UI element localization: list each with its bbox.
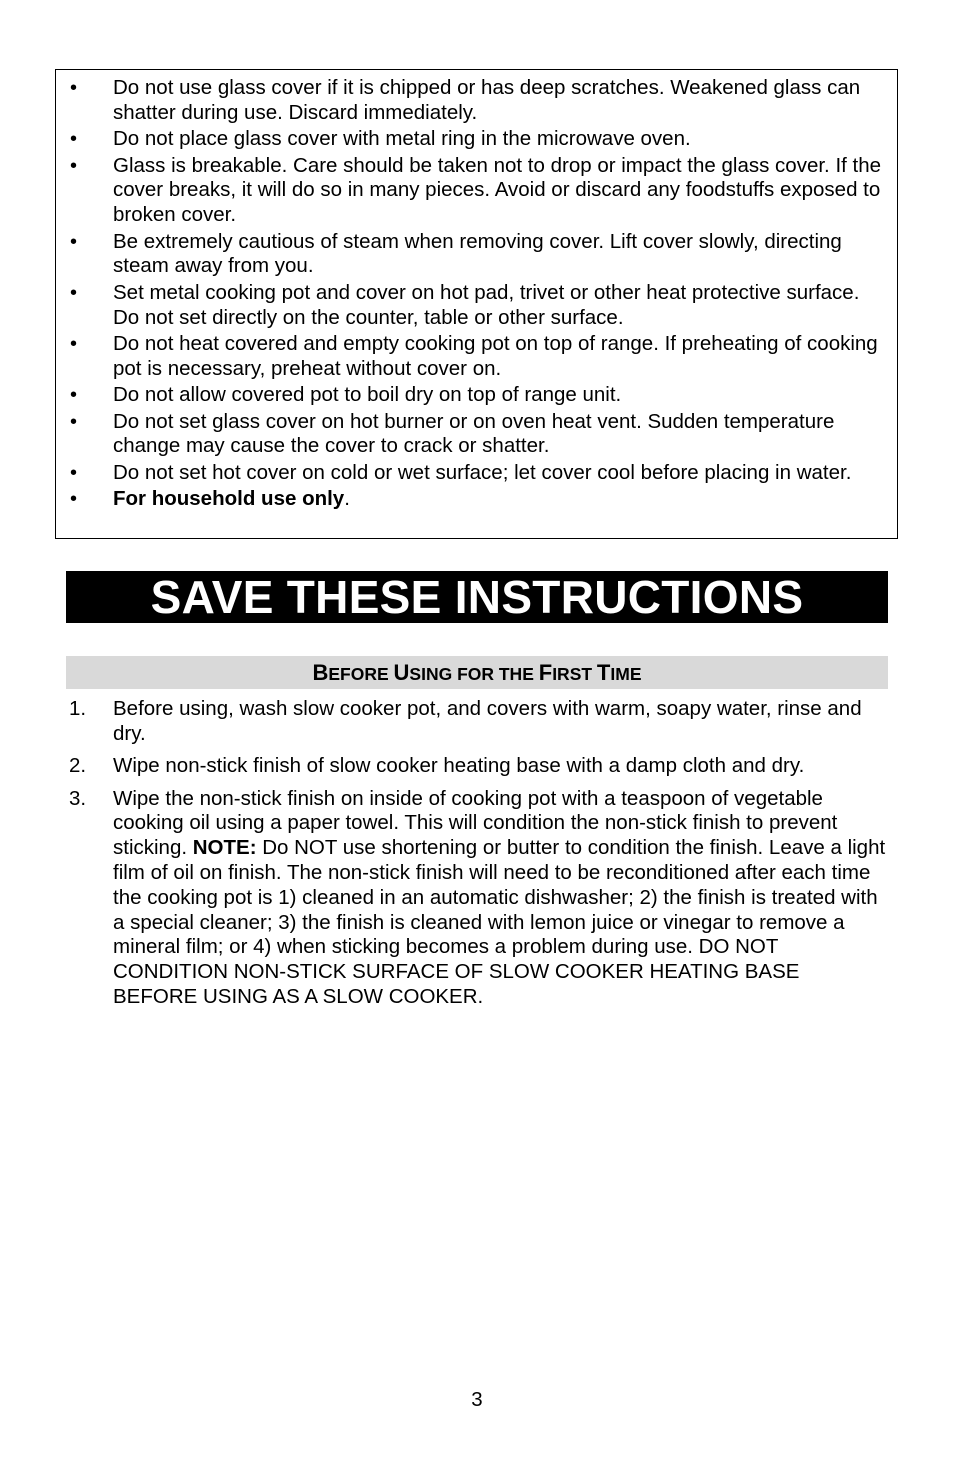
bullet: • — [70, 128, 78, 151]
warning-item — [56, 410, 897, 460]
save-instructions-banner: SAVE THESE INSTRUCTIONS — [66, 571, 888, 623]
warning-text: Do not set glass cover on hot burner or on oven heat vent. Sudden temperature change may cause the cover to crack or shatter. — [113, 409, 835, 458]
household-text: For household use only — [113, 487, 345, 511]
warning-text: Set metal cooking pot and cover on hot pad, trivet or other heat protective surface. Do not set directly on the counter, table or other surface. — [113, 280, 860, 329]
heading-cap: B — [312, 660, 329, 685]
warning-text: Glass is breakable. Care should be taken not to drop or impact the glass cover. If the cover breaks, it will do so in many pieces. Avoid or discard any foodstuffs exposed to broken cover. — [113, 153, 882, 227]
warning-item — [56, 230, 897, 280]
heading-rest: IRST — [552, 664, 597, 684]
note-label: NOTE: — [192, 836, 257, 860]
page-number: 3 — [471, 1388, 483, 1411]
step-number: 3. — [69, 786, 87, 810]
bullet: • — [70, 488, 78, 511]
step-text-cont: Do NOT use shortening or butter to condition the finish. Leave a light film of oil on finish. The non-stick finish will need to be reconditioned after each time the cooking pot is 1) cleaned in an automatic dishwasher; 2) the finish is treated with a special cleaner; 3) the finish is cleaned with lemon juice or vinegar to remove a mineral film; or 4) when sticking becomes a problem during use. DO NOT CONDITION NON-STICK SURFACE OF SLOW COOKER HEATING BASE BEFORE USING AS A SLOW COOKER. — [113, 836, 886, 1008]
step-text: Before using, wash slow cooker pot, and covers with warm, soapy water, rinse and dry. — [113, 697, 862, 745]
bullet: • — [70, 461, 78, 484]
heading-rest: EFORE — [328, 664, 394, 684]
step-text: Wipe non-stick finish of slow cooker heating base with a damp cloth and dry. — [113, 754, 805, 778]
bullet: • — [70, 230, 78, 253]
step-item — [0, 787, 954, 1010]
warning-item — [56, 332, 897, 382]
bullet: • — [70, 281, 78, 304]
step-number: 2. — [69, 754, 87, 778]
warning-item — [56, 154, 897, 228]
step-number: 1. — [69, 697, 87, 720]
step-text: Wipe the non-stick finish on inside of cooking pot with a teaspoon of vegetable cooking oil using a paper towel. This will condition the non-stick finish to prevent sticking. — [113, 786, 838, 860]
bullet: • — [70, 410, 78, 433]
warning-text: Be extremely cautious of steam when removing cover. Lift cover slowly, directing steam away from you. — [113, 229, 842, 278]
warning-item — [56, 383, 897, 408]
section-heading — [66, 656, 888, 689]
step-item — [0, 754, 954, 779]
warning-text: Do not place glass cover with metal ring in the microwave oven. — [113, 127, 691, 151]
household-period: . — [344, 487, 350, 511]
warnings-box — [55, 69, 898, 539]
warning-item — [56, 76, 897, 126]
steps-list — [0, 697, 954, 1017]
step-item — [0, 697, 954, 747]
bullet: • — [70, 332, 78, 355]
warning-item — [56, 461, 897, 486]
heading-cap: U — [393, 660, 410, 685]
warning-item-household — [56, 487, 897, 512]
warning-item — [56, 127, 897, 152]
warning-item — [56, 281, 897, 331]
heading-cap: F — [538, 660, 553, 685]
warning-text: Do not set hot cover on cold or wet surface; let cover cool before placing in water. — [113, 460, 852, 484]
heading-rest: IME — [610, 664, 642, 684]
heading-rest: SING FOR THE — [409, 664, 539, 684]
bullet: • — [70, 384, 78, 407]
heading-cap: T — [596, 660, 611, 685]
warning-text: Do not use glass cover if it is chipped or has deep scratches. Weakened glass can shatter during use. Discard immediately. — [113, 76, 861, 124]
bullet: • — [70, 77, 78, 99]
warnings-list — [56, 76, 897, 513]
warning-text: Do not heat covered and empty cooking pot on top of range. If preheating of cooking pot is necessary, preheat without cover on. — [113, 331, 878, 380]
warning-text: Do not allow covered pot to boil dry on top of range unit. — [113, 383, 622, 407]
bullet: • — [70, 154, 78, 177]
